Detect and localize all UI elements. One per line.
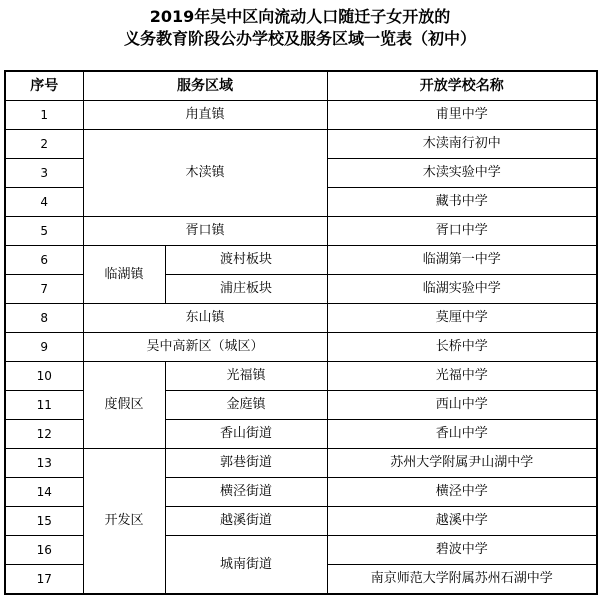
document-title [0, 6, 600, 50]
table-row [5, 217, 597, 246]
row-subarea: 金庭镇 [165, 391, 327, 420]
row-seq: 11 [5, 391, 83, 420]
table-row [5, 449, 597, 478]
row-seq: 3 [5, 159, 83, 188]
title-line-2: 义务教育阶段公办学校及服务区域一览表（初中） [123, 29, 476, 48]
row-subarea: 香山街道 [165, 420, 327, 449]
row-school: 临湖实验中学 [327, 275, 597, 304]
row-school: 长桥中学 [327, 333, 597, 362]
row-school: 越溪中学 [327, 507, 597, 536]
row-area: 胥口镇 [83, 217, 327, 246]
table-row [5, 362, 597, 391]
row-school: 甫里中学 [327, 101, 597, 130]
row-seq: 15 [5, 507, 83, 536]
row-seq: 16 [5, 536, 83, 565]
row-school: 木渎南行初中 [327, 130, 597, 159]
header-school: 开放学校名称 [327, 71, 597, 101]
row-school: 香山中学 [327, 420, 597, 449]
row-seq: 9 [5, 333, 83, 362]
row-area: 甪直镇 [83, 101, 327, 130]
row-school: 横泾中学 [327, 478, 597, 507]
row-school: 西山中学 [327, 391, 597, 420]
row-subarea: 横泾街道 [165, 478, 327, 507]
row-school: 苏州大学附属尹山湖中学 [327, 449, 597, 478]
row-school: 南京师范大学附属苏州石湖中学 [327, 565, 597, 595]
row-area: 临湖镇 [83, 246, 165, 304]
table-row [5, 130, 597, 159]
row-seq: 8 [5, 304, 83, 333]
row-subarea: 城南街道 [165, 536, 327, 595]
table-row [5, 304, 597, 333]
row-area: 东山镇 [83, 304, 327, 333]
row-school: 木渎实验中学 [327, 159, 597, 188]
table-row [5, 333, 597, 362]
row-area: 吴中高新区（城区） [83, 333, 327, 362]
row-seq: 14 [5, 478, 83, 507]
row-school: 光福中学 [327, 362, 597, 391]
row-seq: 5 [5, 217, 83, 246]
header-seq: 序号 [5, 71, 83, 101]
row-seq: 2 [5, 130, 83, 159]
header-area: 服务区域 [83, 71, 327, 101]
row-area: 开发区 [83, 449, 165, 595]
row-seq: 13 [5, 449, 83, 478]
row-area: 度假区 [83, 362, 165, 449]
row-subarea: 越溪街道 [165, 507, 327, 536]
row-seq: 4 [5, 188, 83, 217]
row-seq: 12 [5, 420, 83, 449]
row-seq: 6 [5, 246, 83, 275]
row-school: 藏书中学 [327, 188, 597, 217]
title-line-1: 2019年吴中区向流动人口随迁子女开放的 [149, 7, 451, 26]
row-subarea: 光福镇 [165, 362, 327, 391]
row-area: 木渎镇 [83, 130, 327, 217]
row-subarea: 浦庄板块 [165, 275, 327, 304]
row-school: 胥口中学 [327, 217, 597, 246]
row-seq: 7 [5, 275, 83, 304]
row-subarea: 郭巷街道 [165, 449, 327, 478]
row-seq: 10 [5, 362, 83, 391]
row-subarea: 渡村板块 [165, 246, 327, 275]
table-header-row [5, 71, 597, 101]
row-school: 莫厘中学 [327, 304, 597, 333]
row-school: 碧波中学 [327, 536, 597, 565]
row-school: 临湖第一中学 [327, 246, 597, 275]
row-seq: 17 [5, 565, 83, 595]
table-row [5, 246, 597, 275]
school-table [4, 70, 598, 595]
row-seq: 1 [5, 101, 83, 130]
table-row [5, 101, 597, 130]
